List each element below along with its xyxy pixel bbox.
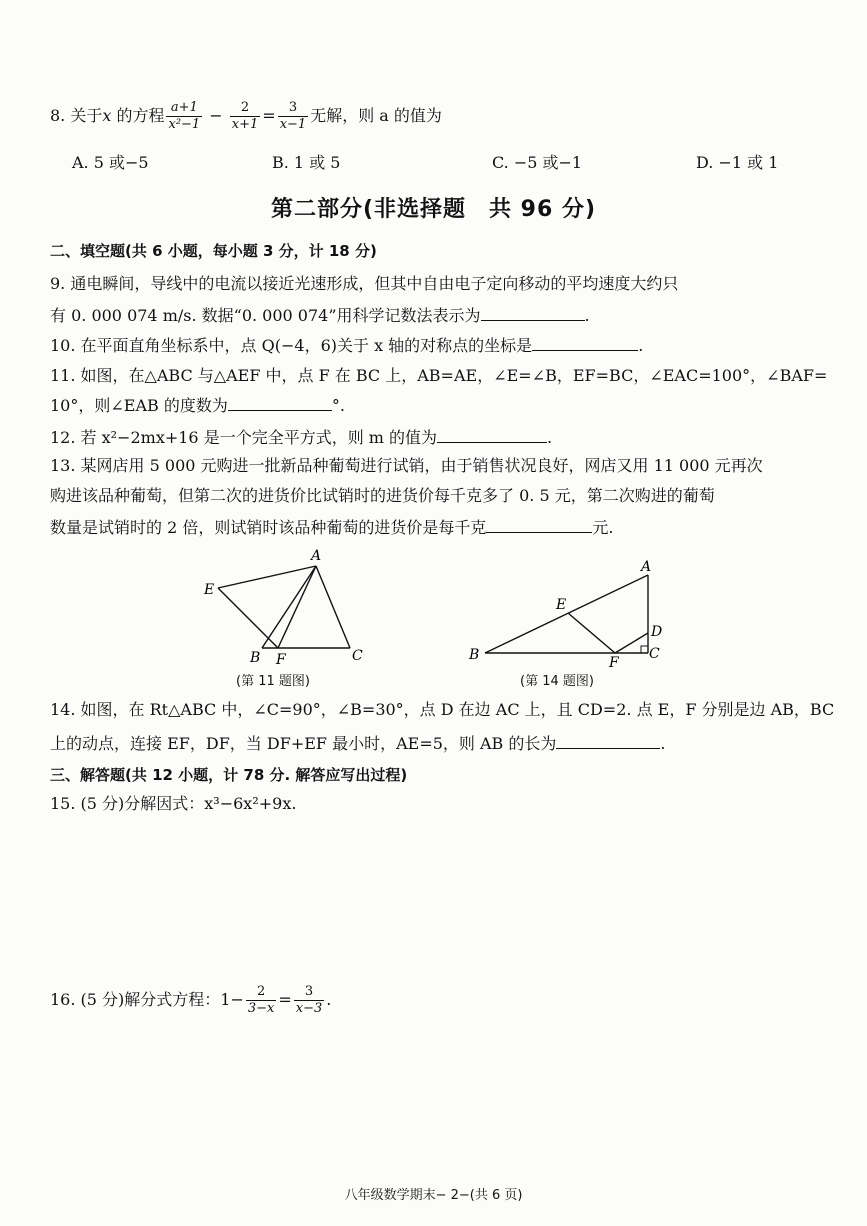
q16-fraction-2 <box>294 984 325 1017</box>
question-11-line-1: 11. 如图，在△ABC 与△AEF 中，点 F 在 BC 上，AB=AE，∠E=∠B，EF=BC，∠EAC=100°，∠BAF= <box>50 366 828 385</box>
question-13-line-2: 购进该品种葡萄，但第二次的进货价比试销时的进货价每千克多了 0. 5 元，第二次购进的葡萄 <box>50 486 715 505</box>
q8-frac2-denominator: x+1 <box>231 117 259 132</box>
q10-answer-blank[interactable] <box>532 334 638 351</box>
page-footer: 八年级数学期末− 2−(共 6 页) <box>344 1188 523 1203</box>
fig11-label-a: A <box>311 548 322 564</box>
q11-end: °. <box>331 396 345 415</box>
q8-equals: = <box>262 106 276 125</box>
q8-option-b: B. 1 或 5 <box>272 153 341 172</box>
figure-11-caption: (第 11 题图) <box>236 674 310 689</box>
figure-14-caption: (第 14 题图) <box>520 674 594 689</box>
question-14-line-1: 14. 如图，在 Rt△ABC 中，∠C=90°，∠B=30°，点 D 在边 AC 上，且 CD=2. 点 E，F 分别是边 AB，BC <box>50 700 835 719</box>
figure-14 <box>465 555 685 670</box>
q8-frac1-numerator: a+1 <box>166 100 202 117</box>
q8-frac1-denominator: x²−1 <box>168 117 201 132</box>
q16-equals: = <box>278 990 292 1009</box>
fig11-label-f: F <box>276 652 286 668</box>
q13-answer-blank[interactable] <box>486 516 592 533</box>
q8-option-d: D. −1 或 1 <box>696 153 779 172</box>
q8-fraction-3 <box>278 100 309 133</box>
q12-text: 12. 若 x²−2mx+16 是一个完全平方式，则 m 的值为 <box>50 428 438 447</box>
fig14-label-d: D <box>651 624 663 640</box>
fig11-label-e: E <box>204 582 215 598</box>
q13-text: 数量是试销时的 2 倍，则试销时该品种葡萄的进货价是每千克 <box>50 518 487 537</box>
q8-frac2-numerator: 2 <box>230 100 261 117</box>
question-11-line-2 <box>50 394 820 416</box>
fig11-segment-ea <box>218 566 316 588</box>
fig11-label-c: C <box>352 648 363 664</box>
fig14-label-b: B <box>469 647 480 663</box>
q14-text: 上的动点，连接 EF，DF，当 DF+EF 最小时，AE=5，则 AB 的长为 <box>50 734 557 753</box>
fig14-label-a: A <box>641 559 652 575</box>
fig11-segment-ab <box>262 566 316 648</box>
q11-answer-blank[interactable] <box>228 394 332 411</box>
q16-fraction-1 <box>246 984 277 1017</box>
q16-frac1-denominator: 3−x <box>247 1001 275 1016</box>
q9-answer-blank[interactable] <box>481 304 585 321</box>
q16-frac2-denominator: x−3 <box>295 1001 323 1016</box>
figure-11 <box>190 540 380 670</box>
q11-text: 10°，则∠EAB 的度数为 <box>50 396 228 415</box>
fig14-label-e: E <box>556 597 567 613</box>
fig11-segment-ac <box>316 566 350 648</box>
q8-frac3-numerator: 3 <box>278 100 309 117</box>
q8-minus: − <box>209 106 223 125</box>
q16-prefix: 16. (5 分)解分式方程：1− <box>50 990 244 1009</box>
fig14-label-f: F <box>609 655 619 670</box>
question-9-line-1: 9. 通电瞬间，导线中的电流以接近光速形成，但其中自由电子定向移动的平均速度大约只 <box>50 274 679 293</box>
question-9-line-2 <box>50 304 820 326</box>
part-2-title: 第二部分(非选择题 共 96 分) <box>270 197 597 222</box>
q8-fraction-1 <box>166 100 202 133</box>
question-15: 15. (5 分)分解因式：x³−6x²+9x. <box>50 794 297 813</box>
question-10 <box>50 334 820 356</box>
q16-frac1-numerator: 2 <box>246 984 277 1001</box>
q16-end: . <box>326 990 332 1009</box>
q8-option-c: C. −5 或−1 <box>492 153 583 172</box>
q9-text: 有 0. 000 074 m/s. 数据“0. 000 074”用科学记数法表示为 <box>50 306 481 325</box>
q12-end: . <box>547 428 553 447</box>
q8-option-a: A. 5 或−5 <box>72 153 149 172</box>
question-16 <box>50 984 820 1017</box>
fig14-segment-df <box>615 633 648 653</box>
question-13-line-3 <box>50 516 820 538</box>
section-solutions-heading: 三、解答题(共 12 小题，计 78 分. 解答应写出过程) <box>50 766 408 784</box>
q8-suffix: 无解，则 a 的值为 <box>310 106 442 125</box>
q8-mid: 的方程 <box>111 106 165 125</box>
q8-frac3-denominator: x−1 <box>279 117 307 132</box>
q8-prefix: 8. 关于 <box>50 106 103 125</box>
question-14-line-2 <box>50 732 820 754</box>
q9-end: . <box>584 306 590 325</box>
q10-text: 10. 在平面直角坐标系中，点 Q(−4，6)关于 x 轴的对称点的坐标是 <box>50 336 533 355</box>
fig14-label-c: C <box>649 646 660 662</box>
fig11-segment-ef <box>218 588 278 648</box>
fig14-segment-ba <box>485 575 648 653</box>
q16-frac2-numerator: 3 <box>294 984 325 1001</box>
question-12 <box>50 426 820 448</box>
q14-answer-blank[interactable] <box>556 732 660 749</box>
fig11-segment-af <box>278 566 316 648</box>
q13-end: 元. <box>592 518 614 537</box>
question-13-line-1: 13. 某网店用 5 000 元购进一批新品种葡萄进行试销，由于销售状况良好，网店又用 11 000 元再次 <box>50 456 763 475</box>
fig14-segment-ef <box>568 613 615 653</box>
q10-end: . <box>638 336 644 355</box>
question-8 <box>50 100 820 133</box>
q8-fraction-2 <box>230 100 261 133</box>
q12-answer-blank[interactable] <box>437 426 547 443</box>
q8-var: x <box>102 106 112 125</box>
section-fill-in-blank-heading: 二、填空题(共 6 小题，每小题 3 分，计 18 分) <box>50 242 377 260</box>
q14-end: . <box>660 734 666 753</box>
fig14-right-angle-mark <box>641 646 648 653</box>
fig11-label-b: B <box>250 650 261 666</box>
